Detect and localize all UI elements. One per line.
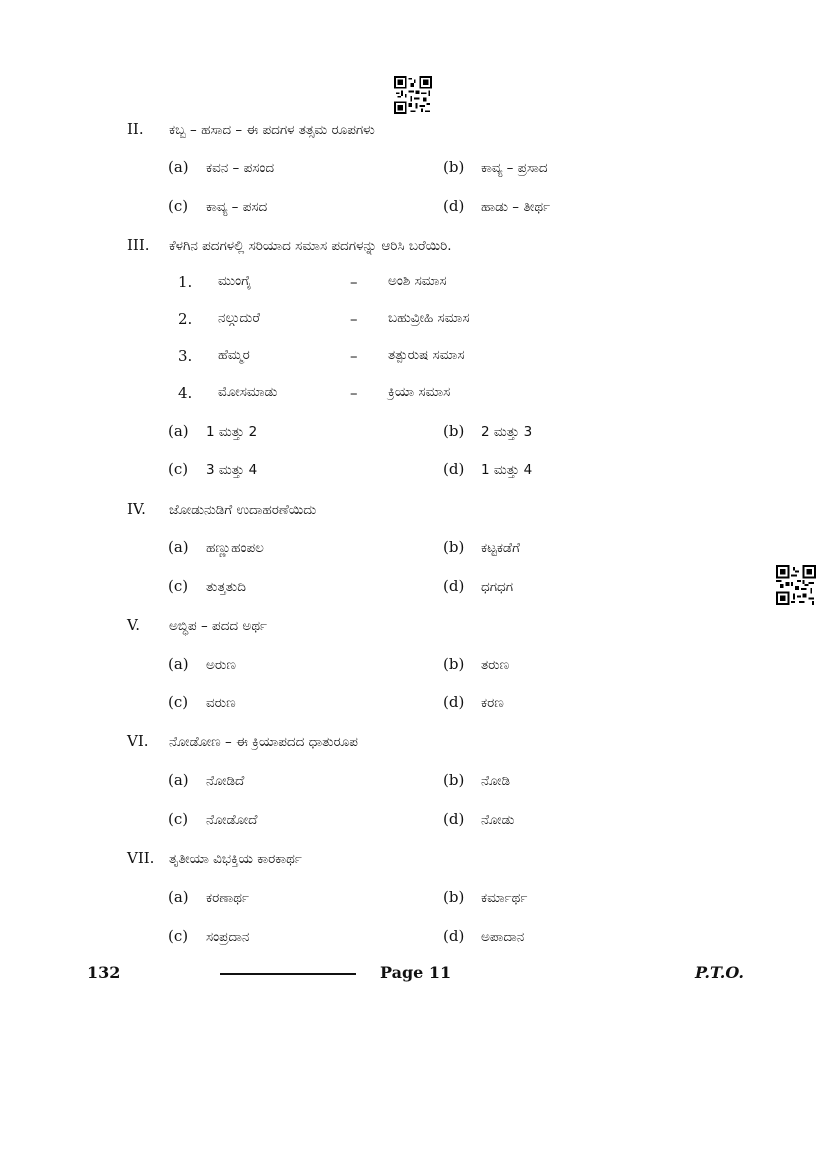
question-3 bbox=[127, 236, 452, 254]
option-a bbox=[168, 655, 236, 673]
option-label: (d) bbox=[443, 577, 465, 595]
option-label: (b) bbox=[443, 888, 465, 906]
option-a bbox=[168, 158, 274, 176]
question-number: V. bbox=[127, 616, 140, 634]
option-label: (d) bbox=[443, 810, 465, 828]
option-text: 3 ಮತ್ತು 4 bbox=[206, 462, 258, 478]
option-label: (a) bbox=[168, 158, 189, 176]
paper-code: 132 bbox=[87, 963, 121, 982]
page-number: Page 11 bbox=[380, 963, 452, 982]
option-label: (a) bbox=[168, 538, 189, 556]
question-2 bbox=[127, 120, 375, 138]
option-label: (c) bbox=[168, 197, 189, 215]
option-text: ನೋಡು bbox=[481, 812, 515, 828]
option-label: (d) bbox=[443, 197, 465, 215]
option-label: (b) bbox=[443, 655, 465, 673]
pair-dash: – bbox=[350, 310, 358, 328]
option-label: (a) bbox=[168, 771, 189, 789]
option-text: ಸಂಪ್ರದಾನ bbox=[206, 929, 250, 945]
pair-number: 4. bbox=[178, 384, 193, 402]
option-label: (a) bbox=[168, 655, 189, 673]
pair-meaning: ತತ್ಪುರುಷ ಸಮಾಸ bbox=[388, 347, 465, 363]
option-c bbox=[168, 810, 257, 828]
option-d bbox=[443, 460, 532, 478]
option-d bbox=[443, 693, 504, 711]
option-label: (c) bbox=[168, 927, 189, 945]
question-text: ತೃತೀಯಾ ವಿಭಕ್ತಿಯ ಕಾರಕಾರ್ಥ bbox=[169, 851, 302, 867]
option-text: 1 ಮತ್ತು 2 bbox=[206, 424, 258, 440]
option-d bbox=[443, 577, 513, 595]
option-text: 1 ಮತ್ತು 4 bbox=[481, 462, 533, 478]
option-c bbox=[168, 927, 249, 945]
question-number: IV. bbox=[127, 500, 146, 518]
please-turn-over: P.T.O. bbox=[695, 963, 744, 982]
pair-dash: – bbox=[350, 384, 358, 402]
option-label: (c) bbox=[168, 577, 189, 595]
option-label: (b) bbox=[443, 538, 465, 556]
option-b bbox=[443, 422, 532, 440]
option-a bbox=[168, 538, 264, 556]
question-number: II. bbox=[127, 120, 144, 138]
option-a bbox=[168, 771, 244, 789]
option-text: ನೋಡಿದೆ bbox=[206, 773, 245, 789]
option-text: ಕಾವ್ಯ – ಪ್ರಸಾದ bbox=[481, 160, 548, 176]
qr-code-icon bbox=[394, 76, 432, 114]
option-c bbox=[168, 693, 236, 711]
option-b bbox=[443, 158, 548, 176]
pair-dash: – bbox=[350, 347, 358, 365]
option-text: ಕವನ – ಪಸಂದ bbox=[206, 160, 275, 176]
option-label: (d) bbox=[443, 927, 465, 945]
option-text: ನೋಡಿ bbox=[481, 773, 511, 789]
question-5 bbox=[127, 616, 267, 634]
option-label: (c) bbox=[168, 810, 189, 828]
question-4 bbox=[127, 500, 316, 518]
option-label: (a) bbox=[168, 888, 189, 906]
question-6 bbox=[127, 732, 358, 750]
option-text: ಕರಣ bbox=[481, 695, 504, 711]
question-7 bbox=[127, 849, 302, 867]
option-text: ಕಟ್ಟಕಡೆಗೆ bbox=[481, 540, 520, 556]
pair-dash: – bbox=[350, 273, 358, 291]
option-label: (d) bbox=[443, 693, 465, 711]
option-text: ಕಾವ್ಯ – ಪಸದ bbox=[206, 199, 268, 215]
option-c bbox=[168, 197, 267, 215]
option-text: ಕರ್ಮಾರ್ಥ bbox=[481, 890, 528, 906]
pair-meaning: ಬಹುವ್ರೀಹಿ ಸಮಾಸ bbox=[388, 310, 470, 326]
pair-meaning: ಕ್ರಿಯಾ ಸಮಾಸ bbox=[388, 384, 451, 400]
question-text: ಜೋಡುನುಡಿಗೆ ಉದಾಹರಣೆಯಿದು bbox=[169, 502, 317, 518]
option-text: ತುತ್ತತುದಿ bbox=[206, 579, 246, 595]
option-c bbox=[168, 577, 246, 595]
option-d bbox=[443, 810, 514, 828]
option-label: (c) bbox=[168, 693, 189, 711]
pair-word: ಮೋಸಮಾಡು bbox=[218, 384, 278, 400]
option-text: ಅರುಣ bbox=[206, 657, 236, 673]
option-d bbox=[443, 927, 524, 945]
pair-word: ಹೆಮ್ಮರ bbox=[218, 347, 250, 363]
pair-word: ಮುಂಗೈ bbox=[218, 273, 252, 289]
question-number: VI. bbox=[127, 732, 149, 750]
option-text: 2 ಮತ್ತು 3 bbox=[481, 424, 533, 440]
question-number: III. bbox=[127, 236, 150, 254]
option-label: (a) bbox=[168, 422, 189, 440]
option-a bbox=[168, 888, 249, 906]
option-text: ವರುಣ bbox=[206, 695, 236, 711]
question-number: VII. bbox=[127, 849, 155, 867]
option-text: ಹಣ್ಣುಹಂಪಲ bbox=[206, 540, 264, 556]
question-text: ಕಬ್ಬ – ಹಸಾದ – ಈ ಪದಗಳ ತತ್ಸಮ ರೂಪಗಳು bbox=[169, 122, 375, 138]
option-text: ಕರಣಾರ್ಥ bbox=[206, 890, 249, 906]
question-text: ಕೆಳಗಿನ ಪದಗಳಲ್ಲಿ ಸರಿಯಾದ ಸಮಾಸ ಪದಗಳನ್ನು ಆರಿಸಿ ಬರೆಯಿರಿ. bbox=[169, 238, 452, 254]
option-b bbox=[443, 771, 510, 789]
question-text: ಅಬ್ಧಿಪ – ಪದದ ಅರ್ಥ bbox=[169, 618, 268, 634]
pair-word: ನಲ್ಗುದುರೆ bbox=[218, 310, 261, 326]
pair-meaning: ಅಂಶಿ ಸಮಾಸ bbox=[388, 273, 447, 289]
option-text: ಹಾಡು – ತೀರ್ಥ bbox=[481, 199, 551, 215]
option-b bbox=[443, 655, 509, 673]
qr-code-icon bbox=[776, 565, 816, 605]
option-label: (c) bbox=[168, 460, 189, 478]
option-text: ಅಪಾದಾನ bbox=[481, 929, 525, 945]
option-label: (b) bbox=[443, 771, 465, 789]
footer-divider bbox=[220, 973, 356, 975]
option-label: (b) bbox=[443, 422, 465, 440]
option-label: (b) bbox=[443, 158, 465, 176]
pair-number: 1. bbox=[178, 273, 193, 291]
option-b bbox=[443, 888, 527, 906]
option-a bbox=[168, 422, 257, 440]
pair-number: 3. bbox=[178, 347, 193, 365]
option-b bbox=[443, 538, 520, 556]
option-c bbox=[168, 460, 257, 478]
option-d bbox=[443, 197, 550, 215]
pair-number: 2. bbox=[178, 310, 193, 328]
option-label: (d) bbox=[443, 460, 465, 478]
option-text: ಧಗಧಗ bbox=[481, 579, 514, 595]
option-text: ನೋಡೋದೆ bbox=[206, 812, 258, 828]
option-text: ತರುಣ bbox=[481, 657, 510, 673]
question-text: ನೋಡೋಣ – ಈ ಕ್ರಿಯಾಪದದ ಧಾತುರೂಪ bbox=[169, 734, 358, 750]
